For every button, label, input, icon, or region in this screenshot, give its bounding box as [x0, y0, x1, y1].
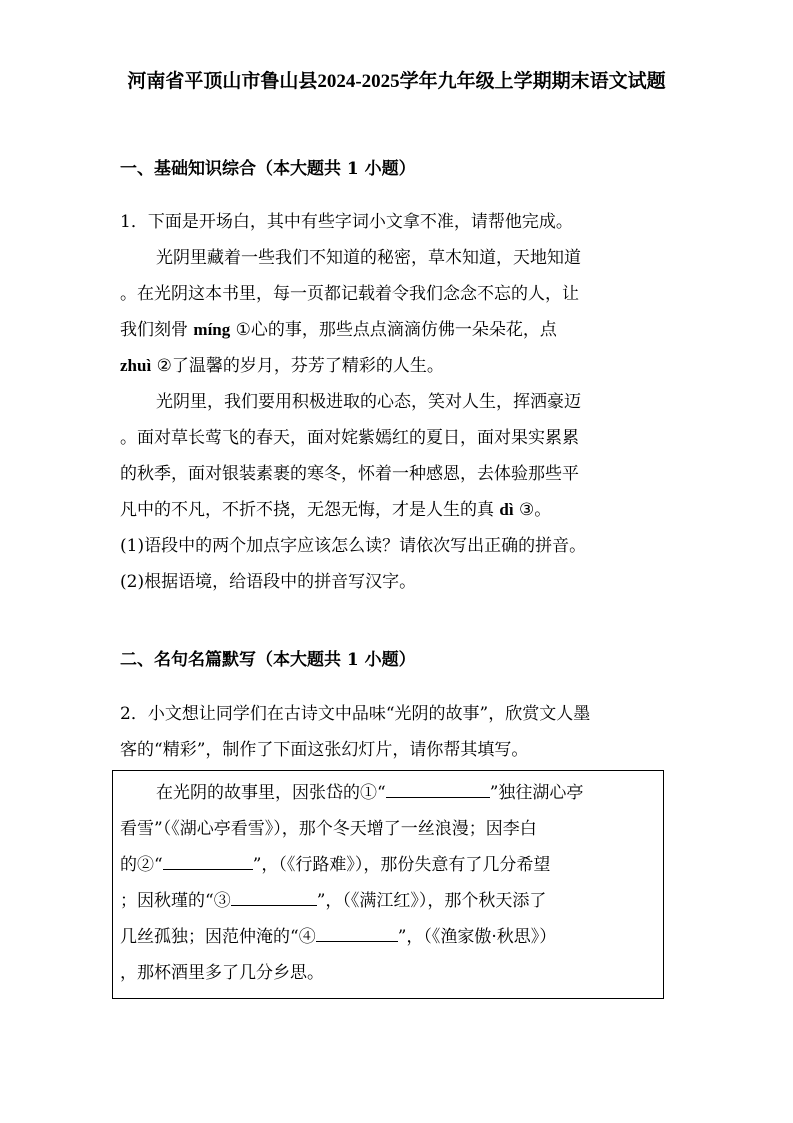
slide-line-2: 看雪”（《湖心亭看雪》），那个冬天增了一丝浪漫；因李白 [120, 819, 537, 839]
sub-question-2: (2)根据语境，给语段中的拼音写汉字。 [120, 572, 417, 592]
passage-2-line-3: 的秋季，面对银装素裹的寒冬，怀着一种感恩，去体验那些平 [120, 464, 579, 484]
slide-line-4-text-a: ；因秋瑾的“③ [120, 891, 231, 911]
slide-line-4-text-b: ”，（《满江红》），那个秋天添了 [316, 891, 547, 911]
slide-line-4 [120, 886, 546, 911]
slide-line-5-text-a: 几丝孤独；因范仲淹的“④ [120, 927, 316, 947]
answer-blank-4[interactable] [316, 927, 398, 942]
slide-line-1 [156, 778, 583, 803]
passage-1-line-3-text-a: 我们刻骨 [120, 320, 188, 340]
question-1-intro: 1．下面是开场白，其中有些字词小文拿不准，请帮他完成。 [120, 212, 573, 232]
passage-2-line-4-text: 凡中的不凡，不折不挠，无怨无悔，才是人生的真 [120, 500, 494, 520]
passage-2-line-4 [120, 495, 551, 520]
blank-marker-2: ② [156, 356, 172, 376]
question-2-line-2: 客的“精彩”，制作了下面这张幻灯片，请你帮其填写。 [120, 740, 529, 760]
pinyin-zhui: zhuì [120, 356, 152, 375]
pinyin-ming: míng [193, 320, 231, 339]
blank-marker-3: ③ [519, 500, 535, 520]
page-title: 河南省平顶山市鲁山县2024-2025学年九年级上学期期末语文试题 [127, 71, 666, 92]
answer-blank-1[interactable] [386, 783, 490, 798]
sub-question-1: (1)语段中的两个加点字应该怎么读？请依次写出正确的拼音。 [120, 536, 587, 556]
section-heading-1: 一、基础知识综合（本大题共 1 小题） [120, 159, 416, 179]
passage-1-line-4-text: 了温馨的岁月，芬芳了精彩的人生。 [171, 356, 444, 376]
slide-line-1-text-b: ”独往湖心亭 [489, 783, 584, 803]
passage-1-line-1: 光阴里藏着一些我们不知道的秘密，草木知道，天地知道 [156, 248, 581, 268]
slide-line-5 [120, 922, 556, 947]
passage-2-line-4-end: 。 [534, 500, 552, 520]
slide-line-3-text-a: 的②“ [120, 855, 163, 875]
passage-1-line-3 [120, 315, 557, 340]
passage-1-line-4 [120, 351, 444, 376]
slide-line-5-text-b: ”，（《渔家傲·秋思》） [397, 927, 557, 947]
slide-line-3-text-b: ”，（《行路难》），那份失意有了几分希望 [252, 855, 551, 875]
question-2-line-1: 2．小文想让同学们在古诗文中品味“光阴的故事”，欣赏文人墨 [120, 704, 591, 724]
passage-1-line-3-text-b: 心的事，那些点点滴滴仿佛一朵朵花，点 [250, 320, 557, 340]
pinyin-di: dì [499, 500, 514, 519]
answer-blank-3[interactable] [231, 891, 317, 906]
slide-line-1-text-a: 在光阴的故事里，因张岱的①“ [156, 783, 386, 803]
passage-1-line-2: 。在光阴这本书里，每一页都记载着令我们念念不忘的人，让 [120, 284, 579, 304]
slide-line-6: ，那杯酒里多了几分乡思。 [120, 963, 324, 983]
slide-line-3 [120, 850, 550, 875]
answer-blank-2[interactable] [163, 855, 253, 870]
section-heading-2: 二、名句名篇默写（本大题共 1 小题） [120, 650, 416, 670]
passage-2-line-1: 光阴里，我们要用积极进取的心态，笑对人生，挥洒豪迈 [156, 392, 581, 412]
blank-marker-1: ① [235, 320, 251, 340]
passage-2-line-2: 。面对草长莺飞的春天，面对姹紫嫣红的夏日，面对果实累累 [120, 428, 579, 448]
